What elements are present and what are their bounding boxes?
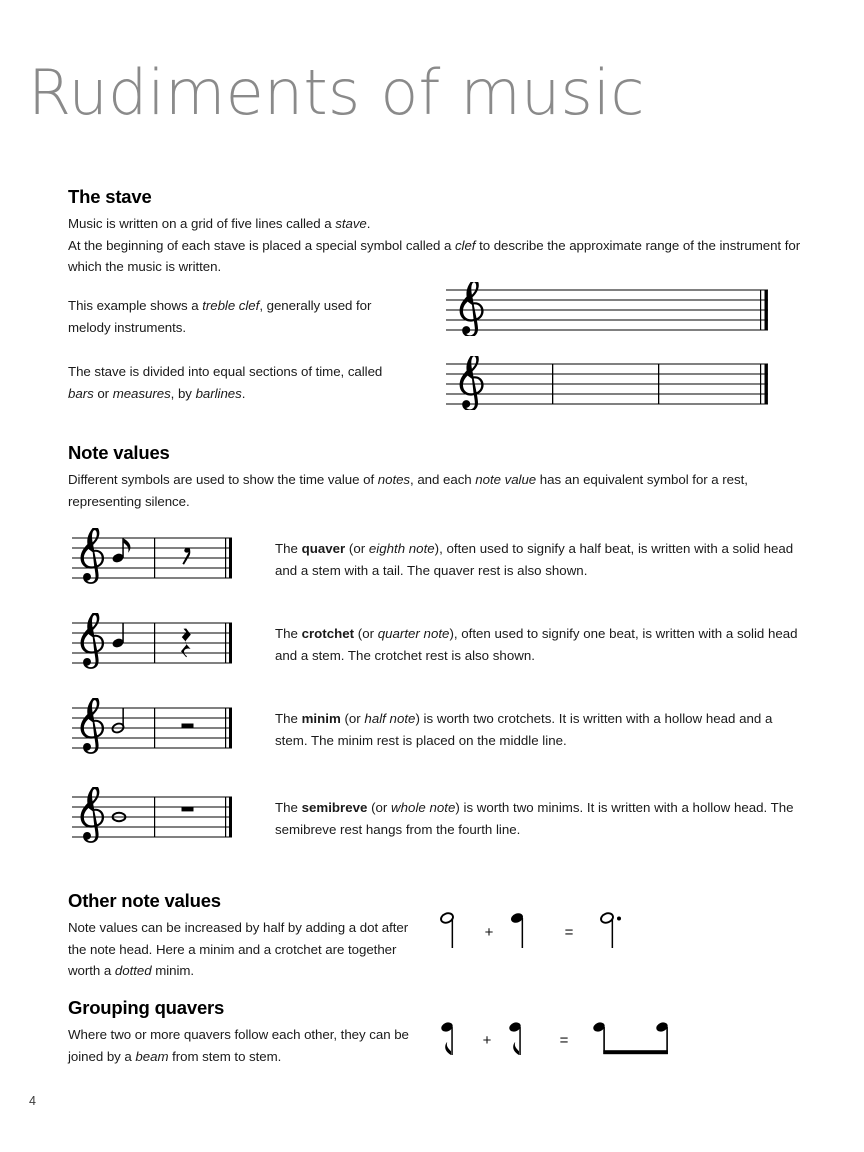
stave-graphic [68, 787, 238, 847]
text-run: (or [354, 626, 378, 641]
stave-semibreve [68, 787, 238, 847]
heading-the-stave: The stave [68, 186, 152, 207]
emphasis-dotted: dotted [114, 963, 152, 978]
other-note-values-text [68, 917, 413, 982]
text-run: (or [340, 711, 365, 726]
text-run: Different symbols are used to show the time value of [68, 472, 378, 487]
barline [658, 364, 659, 404]
text-run: The [275, 626, 302, 641]
emphasis-eighth-note: eighth note [368, 541, 435, 556]
text-run: At the beginning of each stave is placed a special symbol called a [68, 237, 455, 253]
text-run: has an equivalent symbol for a rest, representing silence. [68, 472, 748, 509]
minim-note-icon [436, 906, 472, 958]
term-crotchet: crotchet [301, 626, 355, 641]
emphasis-measures: measures [112, 385, 171, 401]
beamed-quavers-icon [590, 1016, 680, 1064]
quaver-note-icon [111, 538, 130, 564]
emphasis-barlines: barlines [195, 385, 242, 401]
crotchet-note-icon [506, 906, 542, 958]
text-run: Music is written on a grid of five lines called a [68, 216, 336, 231]
grouping-quavers-text [68, 1024, 418, 1067]
operator-equals: = [564, 923, 574, 941]
text-run: ) is worth two crotchets. It is written with a hollow head and a stem. The minim rest is placed on the middle line. [275, 711, 773, 748]
stave-graphic [68, 613, 238, 673]
quaver-rest-icon [182, 547, 190, 565]
stave-example-barlines [446, 356, 771, 410]
quaver-note-icon [436, 1016, 470, 1064]
note-values-intro [68, 469, 758, 512]
description-crotchet [275, 623, 808, 666]
emphasis-note-value: note value [475, 472, 537, 487]
emphasis-whole-note: whole note [391, 800, 456, 815]
treble-clef-example-text [68, 295, 398, 338]
treble-clef-icon [81, 613, 105, 669]
description-minim [275, 708, 808, 751]
treble-clef-icon [81, 787, 105, 843]
description-semibreve [275, 797, 808, 840]
emphasis-notes: notes [377, 472, 411, 487]
barline [552, 364, 553, 404]
heading-grouping-quavers: Grouping quavers [68, 997, 225, 1018]
page-number: 4 [29, 1094, 36, 1108]
page-title: Rudiments of music [28, 56, 645, 129]
term-semibreve: semibreve [301, 800, 368, 815]
emphasis-treble-clef: treble clef [202, 298, 260, 313]
barline [154, 797, 155, 837]
beam [603, 1050, 668, 1054]
section-the-stave [68, 186, 808, 278]
text-run: minim. [151, 963, 195, 978]
description-quaver [275, 538, 808, 581]
operator-plus: + [484, 923, 494, 941]
operator-plus: + [482, 1031, 492, 1049]
stave-graphic [446, 282, 771, 336]
text-run: , generally used for melody instruments. [68, 298, 372, 335]
emphasis-quarter-note: quarter note [377, 626, 450, 641]
text-run: Note values can be increased by half by adding a dot after the note head. Here a minim and a crotchet are together worth a [68, 920, 409, 978]
equation-dotted-minim [436, 906, 640, 958]
dotted-minim-note-icon [596, 906, 640, 958]
emphasis-clef: clef [454, 237, 476, 253]
text-run: ), often used to signify a half beat, is written with a solid head and a stem with a tail. The quaver rest is also shown. [275, 541, 794, 578]
emphasis-half-note: half note [364, 711, 416, 726]
emphasis-beam: beam [135, 1048, 169, 1064]
text-run: (or [345, 541, 369, 556]
stave-example-treble-clef [446, 282, 771, 336]
emphasis-bars: bars [68, 385, 94, 401]
section-other-note-values [68, 890, 428, 982]
text-run: from stem to stem. [168, 1048, 282, 1064]
stave-graphic [68, 698, 238, 758]
section-note-values [68, 442, 808, 512]
section-grouping-quavers [68, 997, 428, 1067]
barline [154, 708, 155, 748]
text-run: . [366, 216, 371, 231]
treble-clef-icon [81, 528, 105, 584]
text-run: The [275, 541, 302, 556]
text-run: ) is worth two minims. It is written with a hollow head. The semibreve rest hangs from the fourth line. [275, 800, 794, 837]
text-run: or [93, 385, 113, 401]
emphasis-stave: stave [335, 216, 367, 231]
stave-quaver [68, 528, 238, 588]
crotchet-note-icon [111, 623, 124, 649]
heading-note-values: Note values [68, 442, 170, 463]
stave-crotchet [68, 613, 238, 673]
stave-minim [68, 698, 238, 758]
text-run: . [241, 385, 246, 401]
text-run: to describe the approximate range of the instrument for which the music is written. [68, 237, 801, 274]
stave-intro-line2 [68, 235, 808, 278]
text-run: ), often used to signify one beat, is written with a solid head and a stem. The crotchet rest is also shown. [275, 626, 798, 663]
stave-intro-line1 [68, 213, 808, 235]
term-quaver: quaver [301, 541, 346, 556]
equation-beamed-quavers [436, 1016, 680, 1064]
minim-note-icon [111, 708, 125, 734]
minim-rest-icon [182, 724, 194, 728]
text-run: The [275, 800, 302, 815]
operator-equals: = [559, 1031, 569, 1049]
barlines-example-text [68, 361, 408, 404]
heading-other-note-values: Other note values [68, 890, 221, 911]
quaver-note-icon [504, 1016, 538, 1064]
barline [154, 623, 155, 663]
text-run: Where two or more quavers follow each other, they can be joined by a [68, 1027, 409, 1064]
text-run: This example shows a [68, 298, 203, 313]
stave-graphic [446, 356, 771, 410]
text-run: , and each [410, 472, 476, 487]
stave-graphic [68, 528, 238, 588]
augmentation-dot-icon [617, 917, 621, 921]
semibreve-rest-icon [182, 807, 194, 811]
term-minim: minim [301, 711, 341, 726]
barline [154, 538, 155, 578]
treble-clef-icon [81, 698, 105, 754]
text-run: , by [170, 385, 196, 401]
text-run: The stave is divided into equal sections of time, called [68, 364, 383, 379]
text-run: (or [367, 800, 392, 815]
text-run: The [275, 711, 302, 726]
